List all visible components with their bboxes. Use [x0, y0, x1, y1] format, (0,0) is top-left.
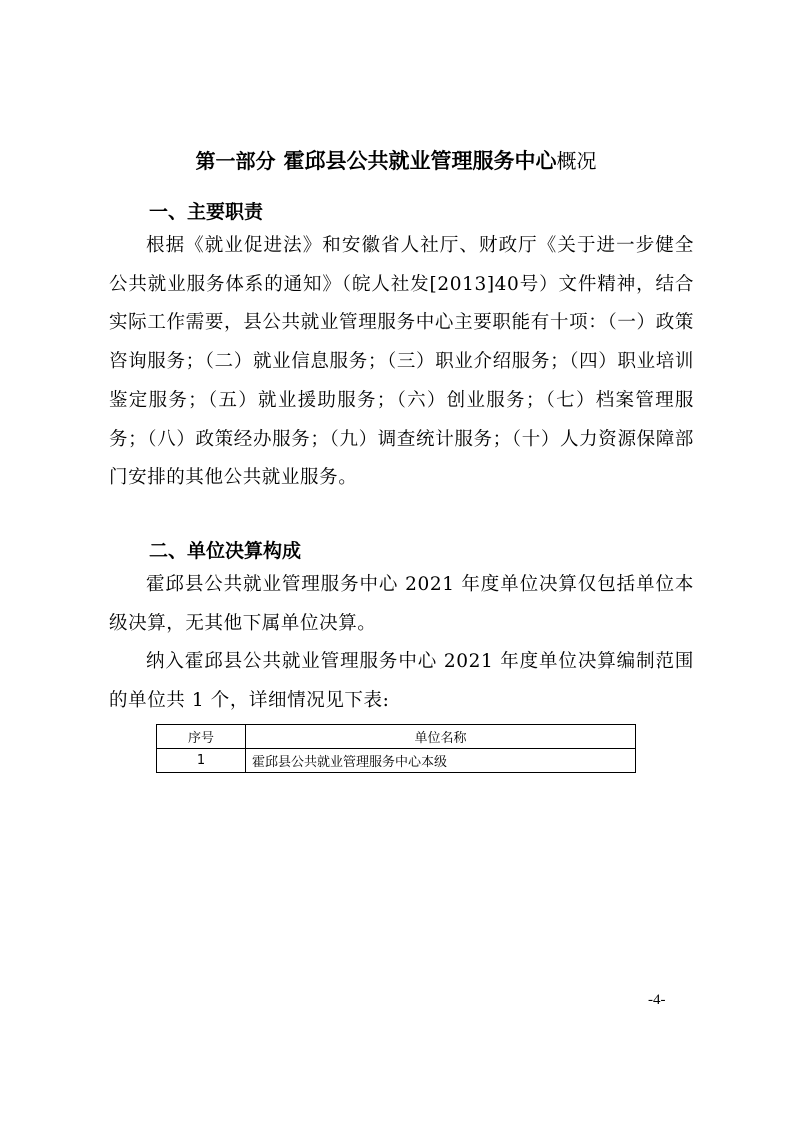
unit-table — [156, 724, 636, 773]
title-suffix: 概况 — [556, 149, 597, 173]
header-unit-name: 单位名称 — [246, 725, 636, 749]
page-number: -4- — [648, 992, 666, 1008]
duties-paragraph: 根据《就业促进法》和安徽省人社厅、财政厅《关于进一步健全公共就业服务体系的通知》（皖人社发[2013]40号）文件精神，结合实际工作需要，县公共就业管理服务中心主要职能有十项：（一）政策咨询服务；（二）就业信息服务；（三）职业介绍服务；（四）职业培训鉴定服务；（五）就业援助服务；（六）创业服务；（七）档案管理服务；（八）政策经办服务；（九）调查统计服务；（十）人力资源保障部门安排的其他公共就业服务。 — [109, 235, 694, 489]
table-header-row — [157, 725, 636, 749]
page-title — [0, 147, 792, 175]
composition-paragraph-1: 霍邱县公共就业管理服务中心 2021 年度单位决算仅包括单位本级决算，无其他下属单位决算。 — [109, 574, 694, 634]
header-index: 序号 — [157, 725, 246, 749]
section-heading-composition: 二、单位决算构成 — [149, 540, 302, 562]
title-org-name: 霍邱县公共就业管理服务中心 — [283, 149, 557, 173]
section-heading-duties: 一、主要职责 — [149, 201, 264, 223]
composition-paragraph-2: 纳入霍邱县公共就业管理服务中心 2021 年度单位决算编制范围的单位共 1 个，详细情况见下表: — [109, 651, 694, 711]
cell-index: 1 — [157, 749, 246, 773]
cell-unit-name: 霍邱县公共就业管理服务中心本级 — [246, 749, 636, 773]
title-prefix: 第一部分 — [195, 149, 276, 173]
table-row — [157, 749, 636, 773]
